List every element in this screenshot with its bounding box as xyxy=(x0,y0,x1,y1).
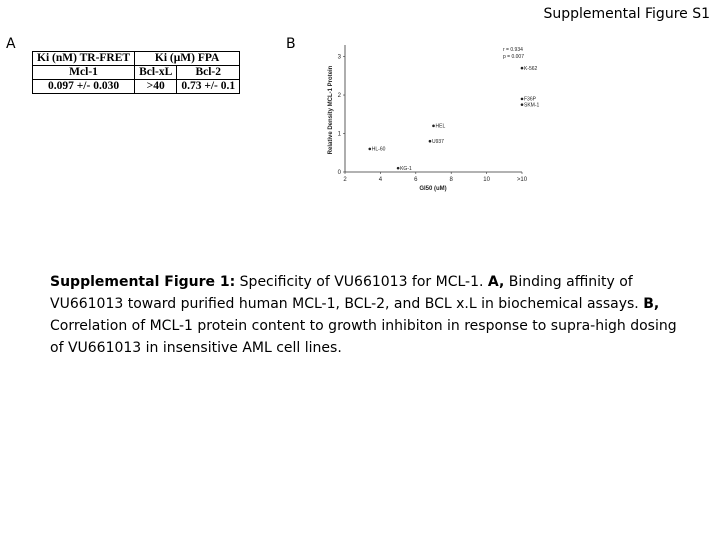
data-point xyxy=(521,98,524,101)
point-label: KG-1 xyxy=(400,165,412,172)
table-header-row xyxy=(33,52,240,66)
x-tick-label: 6 xyxy=(414,177,418,183)
point-label: F36P xyxy=(524,96,536,103)
x-tick-label: 10 xyxy=(483,177,490,183)
y-axis-title: Relative Density MCL-1 Protein xyxy=(328,65,334,155)
stat-p-value: p = 0.007 xyxy=(503,54,524,60)
caption-b-marker: B, xyxy=(643,296,660,312)
data-point xyxy=(521,67,524,70)
point-label: HL-60 xyxy=(371,146,386,153)
y-tick-label: 3 xyxy=(337,54,341,61)
caption-title-text: Specificity of VU661013 for MCL-1. xyxy=(235,274,488,290)
stat-r-value: r = 0.934 xyxy=(503,47,523,53)
value-mcl1: 0.097 +/- 0.030 xyxy=(33,80,135,94)
mcl1-scatter-plot xyxy=(322,40,547,200)
x-tick-label: >10 xyxy=(516,177,528,183)
panel-b-label: B xyxy=(286,36,296,52)
header-fpa: Ki (μM) FPA xyxy=(135,52,240,66)
figure-caption xyxy=(50,271,680,359)
caption-title: Supplemental Figure 1: xyxy=(50,274,236,290)
point-label: SKM-1 xyxy=(524,102,540,109)
figure-label: Supplemental Figure S1 xyxy=(543,6,710,22)
x-tick-label: 4 xyxy=(378,177,383,183)
point-label: K-562 xyxy=(524,65,538,72)
x-tick-label: 8 xyxy=(449,177,453,183)
subheader-mcl1: Mcl-1 xyxy=(33,66,135,80)
subheader-bcl2: Bcl-2 xyxy=(177,66,240,80)
caption-b-text: Correlation of MCL-1 protein content to growth inhibiton in response to supra-high dosing of VU661013 in insensitive AML cell lines. xyxy=(50,318,677,356)
binding-affinity-table xyxy=(32,51,240,94)
caption-a-text: Binding affinity of VU661013 toward purified human MCL-1, BCL-2, and BCL x.L in biochemical assays. xyxy=(50,274,644,312)
x-tick-label: 2 xyxy=(343,177,347,183)
data-point xyxy=(432,125,435,128)
value-bcl2: 0.73 +/- 0.1 xyxy=(177,80,240,94)
data-point xyxy=(429,140,432,143)
data-point xyxy=(368,148,371,151)
point-label: U937 xyxy=(431,138,444,145)
panel-a-label: A xyxy=(6,36,16,52)
y-tick-label: 0 xyxy=(337,170,341,176)
caption-a-marker: A, xyxy=(487,274,505,290)
point-label: HEL xyxy=(435,123,446,130)
x-axis-title: GI50 (uM) xyxy=(419,186,447,192)
y-tick-label: 1 xyxy=(337,131,341,138)
value-bclxl: >40 xyxy=(135,80,177,94)
data-point xyxy=(397,167,400,170)
table-value-row xyxy=(33,80,240,94)
y-tick-label: 2 xyxy=(337,93,341,100)
data-point xyxy=(521,103,524,106)
header-trfret: Ki (nM) TR-FRET xyxy=(33,52,135,66)
table-subheader-row xyxy=(33,66,240,80)
subheader-bclxl: Bcl-xL xyxy=(135,66,177,80)
